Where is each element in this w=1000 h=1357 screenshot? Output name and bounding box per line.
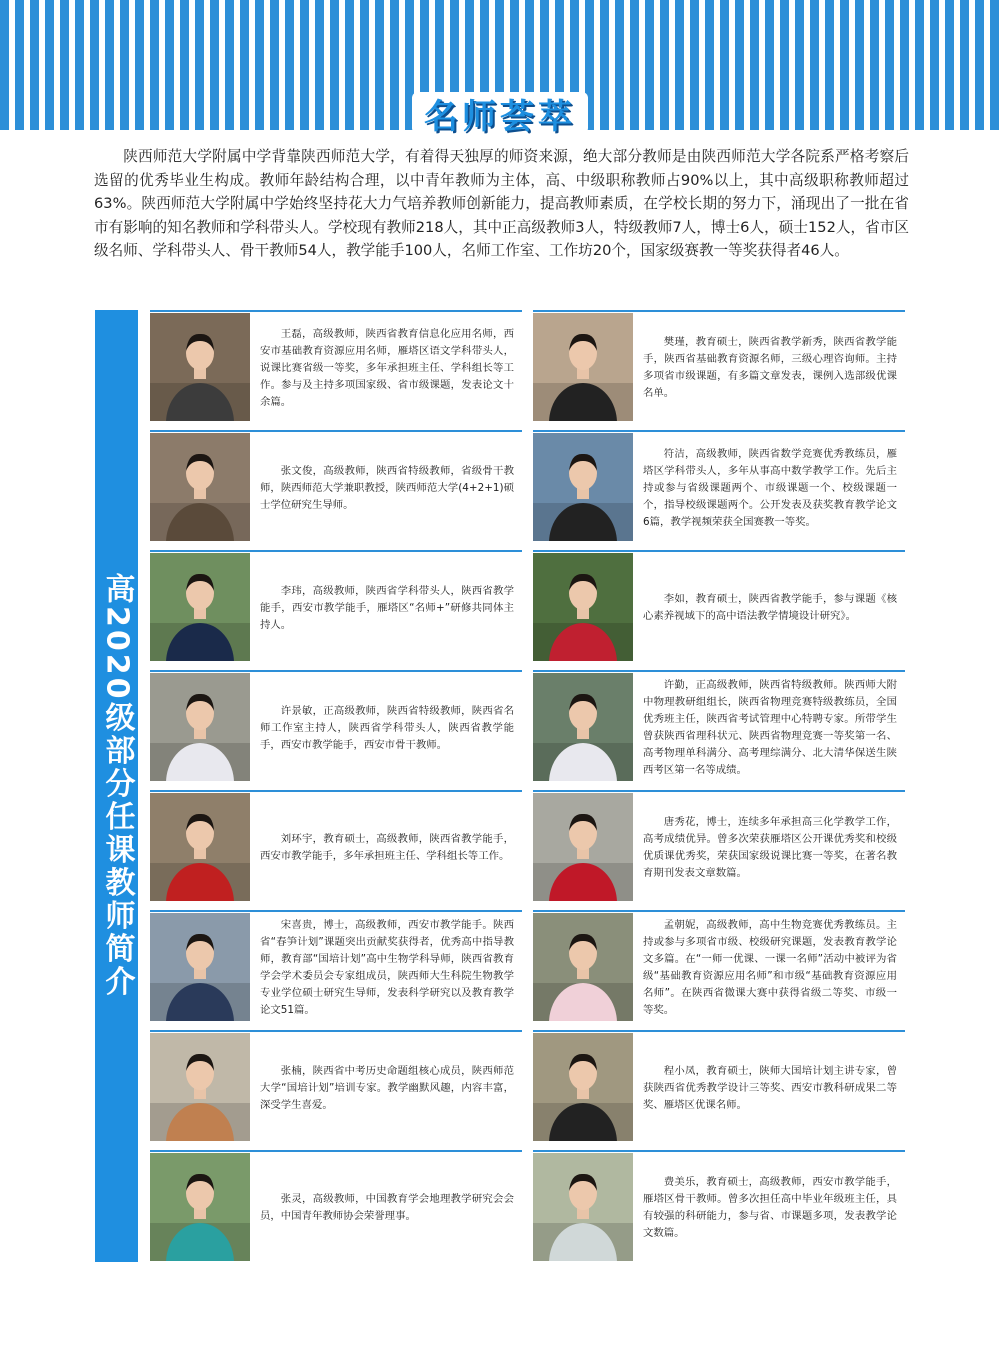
teacher-bio-text: 王磊，高级教师，陕西省教育信息化应用名师，西安市基础教育资源应用名师，雁塔区语文学科带头人，说课比赛省级一等奖，多年承担班主任、学科组长等工作。参与及主持多项国家级、省市级课题，发表论文十余篇。 — [260, 327, 514, 408]
teacher-photo — [533, 1153, 633, 1261]
teacher-photo — [533, 673, 633, 781]
teacher-photo — [150, 673, 250, 781]
teacher-photo — [150, 313, 250, 421]
teacher-bio — [643, 792, 897, 904]
teacher-photo — [533, 433, 633, 541]
teacher-bio — [260, 1032, 514, 1144]
teacher-grid — [150, 310, 910, 1260]
teacher-card — [150, 550, 522, 665]
page-title: 名师荟萃 — [424, 96, 576, 137]
section-title: 高2020级部分任课教师简介 — [99, 573, 135, 999]
teacher-card — [150, 670, 522, 785]
teacher-card — [533, 430, 905, 545]
teacher-card — [533, 670, 905, 785]
teacher-bio — [643, 1152, 897, 1264]
teacher-card — [150, 430, 522, 545]
teacher-bio — [260, 432, 514, 544]
intro-paragraph: 陕西师范大学附属中学背靠陕西师范大学，有着得天独厚的师资来源，绝大部分教师是由陕西师范大学各院系严格考察后选留的优秀毕业生构成。教师年龄结构合理，以中青年教师为主体，高、中级职称教师占90%以上，其中高级职称教师超过63%。陕西师范大学附属中学始终坚持花大力气培养教师创新能力，提高教师素质，在学校长期的努力下，涌现出了一批在省市有影响的知名教师和学科带头人。学校现有教师218人，其中正高级教师3人，特级教师7人，博士6人，硕士152人，省市区级名师、学科带头人、骨干教师54人，教学能手100人，名师工作室、工作坊20个，国家级赛教一等奖获得者46人。 — [94, 148, 909, 260]
teacher-bio-text: 唐秀花，博士，连续多年承担高三化学教学工作，高考成绩优异。曾多次荣获雁塔区公开课优秀奖和校级优质课优秀奖，荣获国家级说课比赛一等奖，在著名教育期刊发表文章数篇。 — [643, 816, 897, 879]
teacher-bio-text: 程小凤，教育硕士，陕师大国培计划主讲专家，曾获陕西省优秀教学设计三等奖、西安市教科研成果二等奖、雁塔区优课名师。 — [643, 1064, 897, 1111]
teacher-photo — [533, 553, 633, 661]
teacher-bio-text: 张楠，陕西省中考历史命题组核心成员，陕西师范大学“国培计划”培训专家。教学幽默风趣，内容丰富，深受学生喜爱。 — [260, 1064, 514, 1111]
teacher-bio-text: 许景敏，正高级教师，陕西省特级教师，陕西省名师工作室主持人，陕西省学科带头人，陕西省教学能手，西安市教学能手，西安市骨干教师。 — [260, 704, 514, 751]
teacher-card — [533, 310, 905, 425]
teacher-bio — [643, 552, 897, 664]
teacher-card — [150, 1030, 522, 1145]
teacher-bio-text: 李如，教育硕士，陕西省教学能手，参与课题《核心素养视域下的高中语法教学情境设计研究》。 — [643, 593, 897, 622]
teacher-bio-text: 费美乐，教育硕士，高级教师，西安市教学能手，雁塔区骨干教师。曾多次担任高中毕业年级班主任，具有较强的科研能力，参与省、市课题多项，发表教学论文数篇。 — [643, 1176, 897, 1239]
teacher-card — [533, 910, 905, 1025]
teacher-bio-text: 孟朝妮，高级教师，高中生物竞赛优秀教练员。主持或参与多项省市级、校级研究课题，发表教育教学论文多篇。在“一师一优课、一课一名师”活动中被评为省级“基础教育资源应用名师”和市级“基础教育资源应用名师”。在陕西省微课大赛中获得省级二等奖、市级一等奖。 — [643, 919, 897, 1016]
teacher-card — [150, 910, 522, 1025]
teacher-photo — [533, 793, 633, 901]
teacher-bio-text: 张灵，高级教师，中国教育学会地理教学研究会会员，中国青年教师协会荣誉理事。 — [260, 1193, 514, 1222]
teacher-bio — [643, 432, 897, 544]
teacher-photo — [533, 1033, 633, 1141]
title-banner — [412, 92, 588, 137]
teacher-bio-text: 宋喜贵，博士，高级教师，西安市教学能手。陕西省“春笋计划”课题突出贡献奖获得者，优秀高中指导教师，教育部“国培计划”高中生物学科导师，陕西省教育学会学术委员会专家组成员，陕西师大生科院生物教学专业学位硕士研究生导师，发表科学研究以及教育教学论文51篇。 — [260, 919, 514, 1016]
teacher-photo — [533, 313, 633, 421]
teacher-photo — [150, 433, 250, 541]
teacher-bio-text: 符洁，高级教师，陕西省数学竞赛优秀教练员，雁塔区学科带头人，多年从事高中数学教学工作。先后主持或参与省级课题两个、市级课题一个、校级课题一个，指导校级课题两个。公开发表及获奖教育教学论文6篇，教学视频荣获全国赛教一等奖。 — [643, 447, 897, 528]
teacher-bio — [260, 912, 514, 1024]
teacher-bio — [260, 792, 514, 904]
teacher-photo — [533, 913, 633, 1021]
teacher-bio — [643, 912, 897, 1024]
teacher-bio — [260, 1152, 514, 1264]
teacher-card — [533, 1030, 905, 1145]
teacher-photo — [150, 793, 250, 901]
teacher-bio — [260, 672, 514, 784]
teacher-photo — [150, 553, 250, 661]
teacher-bio-text: 张文俊，高级教师，陕西省特级教师，省级骨干教师，陕西师范大学兼职教授，陕西师范大学(4+2+1)硕士学位研究生导师。 — [260, 464, 514, 511]
teacher-card — [533, 1150, 905, 1265]
teacher-card — [533, 790, 905, 905]
side-title-bar — [95, 310, 138, 1262]
teacher-photo — [150, 913, 250, 1021]
teacher-card — [150, 310, 522, 425]
teacher-bio-text: 刘环宇，教育硕士，高级教师，陕西省教学能手，西安市教学能手，多年承担班主任、学科组长等工作。 — [260, 833, 514, 862]
teacher-bio — [260, 552, 514, 664]
teacher-card — [533, 550, 905, 665]
teacher-bio-text: 李玮，高级教师，陕西省学科带头人，陕西省教学能手，西安市教学能手，雁塔区“名师+”研修共同体主持人。 — [260, 584, 514, 631]
teacher-bio — [643, 312, 897, 424]
teacher-bio — [643, 672, 897, 784]
teacher-card — [150, 1150, 522, 1265]
teacher-bio — [643, 1032, 897, 1144]
teacher-bio-text: 许勤，正高级教师，陕西省特级教师。陕西师大附中物理教研组组长，陕西省物理竞赛特级教练员，全国优秀班主任，陕西省考试管理中心特聘专家。所带学生曾获陕西省理科状元、陕西省物理竞赛一等奖第一名、高考物理单科满分、高考理综满分、北大清华保送生陕西考区第一名等成绩。 — [643, 679, 897, 776]
teacher-photo — [150, 1033, 250, 1141]
teacher-bio-text: 樊瑾，教育硕士，陕西省教学新秀，陕西省教学能手，陕西省基础教育资源名师，三级心理咨询师。主持多项省市级课题，有多篇文章发表，课例入选部级优课名单。 — [643, 336, 897, 399]
teacher-photo — [150, 1153, 250, 1261]
teacher-card — [150, 790, 522, 905]
teacher-bio — [260, 312, 514, 424]
